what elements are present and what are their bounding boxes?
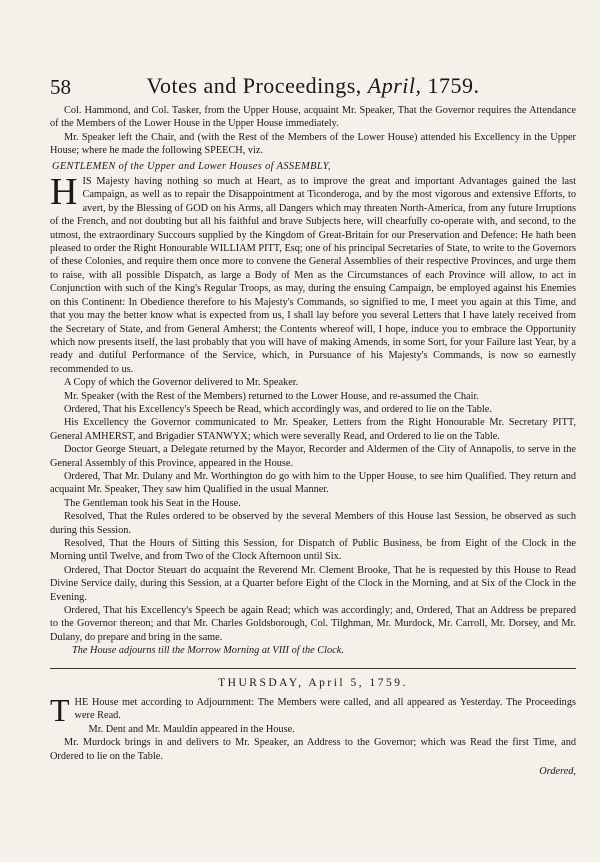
speech-salutation: GENTLEMEN of the Upper and Lower Houses of ASSEMBLY,	[52, 160, 331, 172]
paragraph: Ordered, That Mr. Dulany and Mr. Worthington do go with him to the Upper House, to see him Qualified. They return and acquaint Mr. Speaker, They saw him Qualified in the usual Manner.	[50, 470, 576, 496]
catchword: Ordered,	[539, 766, 576, 778]
paragraph: Mr. Murdock brings in and delivers to Mr. Speaker, an Address to the Governor; which was Read the first Time, and Ordered to lie on the Table.	[50, 737, 576, 762]
paragraph: Resolved, That the Rules ordered to be observed by the several Members of this House last Session, be observed as such during this Session.	[50, 511, 576, 536]
paragraph: Mr. Speaker (with the Rest of the Members) returned to the Lower House, and re-assumed the Chair.	[64, 390, 479, 402]
paragraph-body: HE House met according to Adjournment: The Members were called, and all appeared as Yesterday. The Proceedings were Read.	[74, 697, 576, 722]
paragraph: Ordered, That Doctor Steuart do acquaint the Reverend Mr. Clement Brooke, That he is requested by this House to Read Divine Service daily, during this Session, at a Quarter before Eight of the Clock in the Morning, and at Six of the Clock in the Evening.	[50, 564, 576, 603]
running-title	[50, 73, 576, 99]
title-prefix: Votes and Proceedings,	[146, 73, 362, 98]
paragraph: Ordered, That his Excellency's Speech be again Read; which was accordingly; and, Ordered, That an Address be prepared to the Governor thereon; and that Mr. Charles Goldsborough, Col. Tilghman, Mr. Murdock, Mr. Carroll, Mr. Dorsey, and Mr. Dulany, do prepare and bring in the same.	[50, 605, 576, 643]
paragraph: A Copy of which the Governor delivered to Mr. Speaker.	[64, 377, 299, 389]
paragraph: Doctor George Steuart, a Delegate returned by the Mayor, Recorder and Aldermen of the City of Annapolis, to serve in the General Assembly of this Province, appeared in the House.	[50, 444, 576, 469]
paragraph: Col. Hammond, and Col. Tasker, from the Upper House, acquaint Mr. Speaker, That the Governor requires the Attendance of the Members of the Lower House in the Upper House immediately.	[50, 105, 576, 130]
paragraph: Ordered, That his Excellency's Speech be Read, which accordingly was, and ordered to lie on the Table.	[64, 403, 492, 415]
page-number: 58	[50, 75, 71, 99]
day-heading: THURSDAY, April 5, 1759.	[218, 676, 408, 689]
paragraph: Mr. Speaker left the Chair, and (with the Rest of the Members of the Lower House) attended his Excellency in the Upper House; where he made the following SPEECH, viz.	[50, 131, 576, 157]
speech-body: IS Majesty having nothing so much at Heart, as to improve the great and important Advantages gained the last Campaign, as well as to repair the Disappointment at Ticonderoga, and by the most vigorous and extensive Efforts, to avert, by the Blessing of GOD on his Arms, all Dangers which may threaten North-America, from any future Irruptions of the French, and not doubting but all his faithful and brave Subjects here, will chearfully co-operate with, and second, to the utmost, the extraordinary Succours supplied by the Kingdom of Great-Britain for our Preservation and Defence: He hath been pleased to order the Right Honourable WILLIAM PITT, Esq; one of his principal Secretaries of State, to write to the Governors of these Colonies, and require them once more to convene the General Assemblies of their respective Provinces, and urge them to raise, with all possible Dispatch, as large a Body of Men as the Circumstances of each Province will allow, to act in Conjunction with such of the King's Regular Troops, as may, during the ensuing Campaign, be employed against his Enemies on this Continent: In Obedience therefore to his Majesty's Commands, so signified to me, I meet you again at this Time, and that you may the better know what is expected from us, I shall lay before you several Letters that I have lately received from the Secretary of State, and from General Amherst; the Contents whereof will, I hope, induce you to embrace the Opportunity which now presents itself, the last probably that you will have of making Amends, in some Sort, for your Failure last Year, by a ready and dutiful Performance of the Service, which, in Pursuance of his Majesty's Commands, is now so earnestly recommended to us.	[50, 176, 576, 375]
page-header	[50, 73, 576, 103]
paragraph: The Gentleman took his Seat in the House.	[64, 497, 241, 509]
page-body	[50, 104, 576, 779]
adjournment-note: The House adjourns till the Morrow Morning at VIII of the Clock.	[72, 645, 344, 657]
section-divider	[50, 668, 576, 669]
speech-text	[50, 171, 576, 376]
paragraph: His Excellency the Governor communicated to Mr. Speaker, Letters from the Right Honourable Mr. Secretary PITT, General AMHERST, and Brigadier STANWYX; which were severally Read, and Ordered to lie on the Table.	[50, 417, 576, 442]
drop-cap: T	[50, 692, 70, 729]
paragraph: Mr. Dent and Mr. Mauldin appeared in the House.	[88, 723, 295, 735]
drop-cap: H	[50, 171, 78, 214]
title-year: 1759.	[427, 73, 480, 98]
title-month: April,	[367, 73, 422, 98]
paragraph: Resolved, That the Hours of Sitting this Session, for Dispatch of Public Business, be from Eight of the Clock in the Morning until Twelve, and from Two of the Clock Afternoon until Six.	[50, 538, 576, 563]
